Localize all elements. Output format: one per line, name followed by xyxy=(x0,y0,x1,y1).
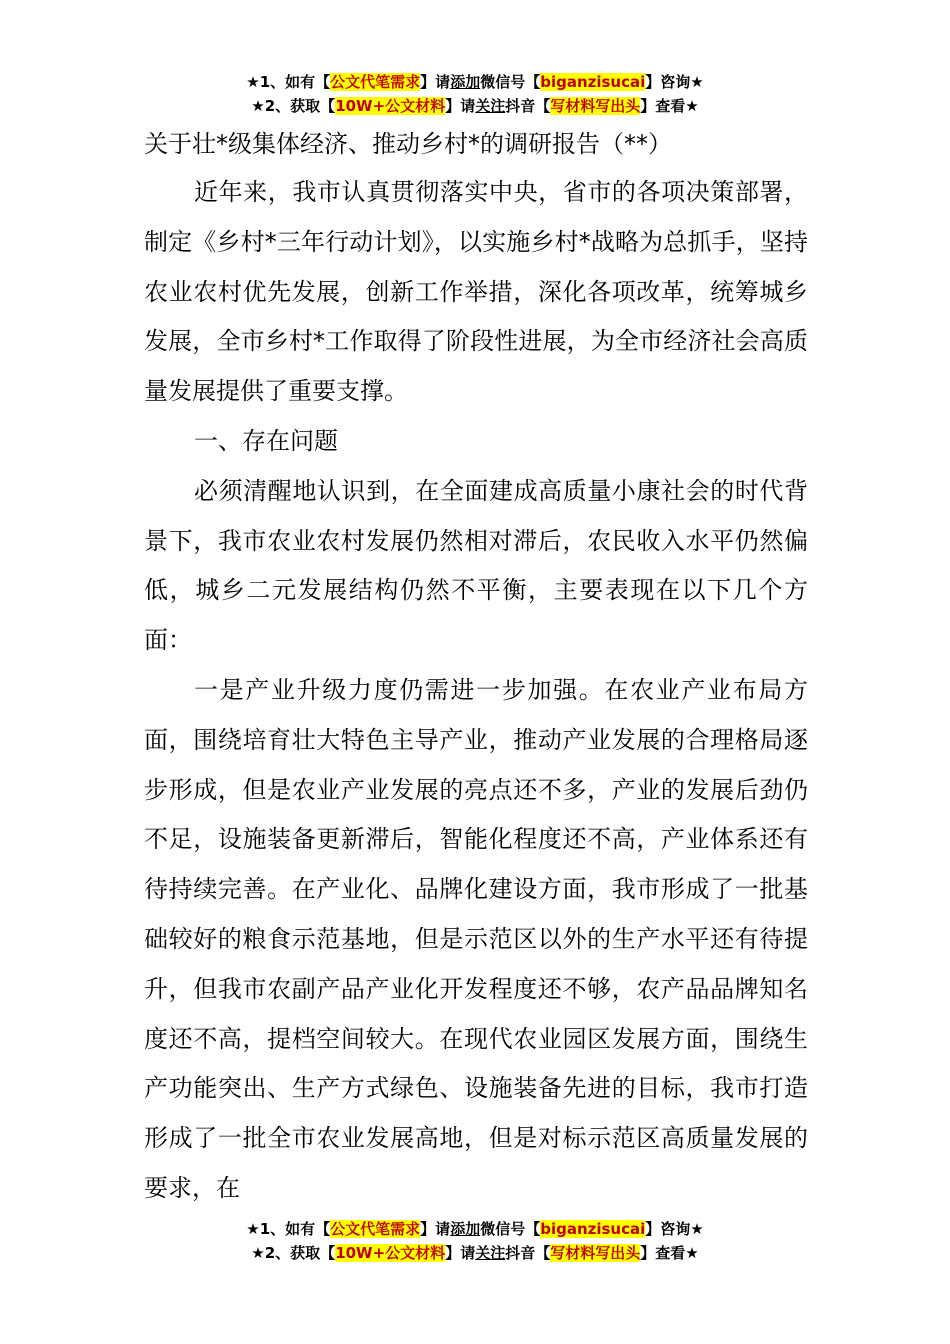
underlined-follow: 关注 xyxy=(475,1244,506,1262)
highlight-materials: 10W+公文材料 xyxy=(335,97,446,115)
highlight-service: 公文代笔需求 xyxy=(330,1220,421,1238)
highlight-materials: 10W+公文材料 xyxy=(335,1244,446,1262)
promo-line-2: ★2、获取【10W+公文材料】请关注抖音【写材料写出头】查看★ xyxy=(251,1244,699,1262)
section-heading-problems: 一、存在问题 xyxy=(194,426,338,455)
highlight-douyin-account: 写材料写出头 xyxy=(550,97,641,115)
underlined-add: 添加 xyxy=(450,1220,481,1238)
header-promo-banner xyxy=(0,70,950,118)
highlight-service: 公文代笔需求 xyxy=(330,73,421,91)
highlight-wechat-id: biganzisucai xyxy=(540,73,646,91)
underlined-add: 添加 xyxy=(450,73,481,91)
document-title: 关于壮*级集体经济、推动乡村*的调研报告（**） xyxy=(144,130,672,158)
promo-line-1: ★1、如有【公文代笔需求】请添加微信号【biganzisucai】咨询★ xyxy=(246,73,704,91)
document-body xyxy=(144,120,808,1214)
footer-promo-banner xyxy=(0,1217,950,1265)
promo-line-2: ★2、获取【10W+公文材料】请关注抖音【写材料写出头】查看★ xyxy=(251,97,699,115)
promo-line-1: ★1、如有【公文代笔需求】请添加微信号【biganzisucai】咨询★ xyxy=(246,1220,704,1238)
highlight-douyin-account: 写材料写出头 xyxy=(550,1244,641,1262)
paragraph-intro: 近年来，我市认真贯彻落实中央，省市的各项决策部署，制定《乡村*三年行动计划》，以实施乡村*战略为总抓手，坚持农业农村优先发展，创新工作举措，深化各项改革，统筹城乡发展，全市乡村*工作取得了阶段性进展，为全市经济社会高质量发展提供了重要支撑。 xyxy=(144,178,808,406)
paragraph-problems-overview: 必须清醒地认识到，在全面建成高质量小康社会的时代背景下，我市农业农村发展仍然相对滞后，农民收入水平仍然偏低，城乡二元发展结构仍然不平衡，主要表现在以下几个方面： xyxy=(144,476,808,655)
highlight-wechat-id: biganzisucai xyxy=(540,1220,646,1238)
paragraph-industry-upgrade: 一是产业升级力度仍需进一步加强。在农业产业布局方面，围绕培育壮大特色主导产业，推动产业发展的合理格局逐步形成，但是农业产业发展的亮点还不多，产业的发展后劲仍不足，设施装备更新滞后，智能化程度还不高，产业体系还有待持续完善。在产业化、品牌化建设方面，我市形成了一批基础较好的粮食示范基地，但是示范区以外的生产水平还有待提升，但我市农副产品产业化开发程度还不够，农产品品牌知名度还不高，提档空间较大。在现代农业园区发展方面，围绕生产功能突出、生产方式绿色、设施装备先进的目标，我市打造形成了一批全市农业发展高地，但是对标示范区高质量发展的要求，在 xyxy=(144,675,808,1202)
underlined-follow: 关注 xyxy=(475,97,506,115)
